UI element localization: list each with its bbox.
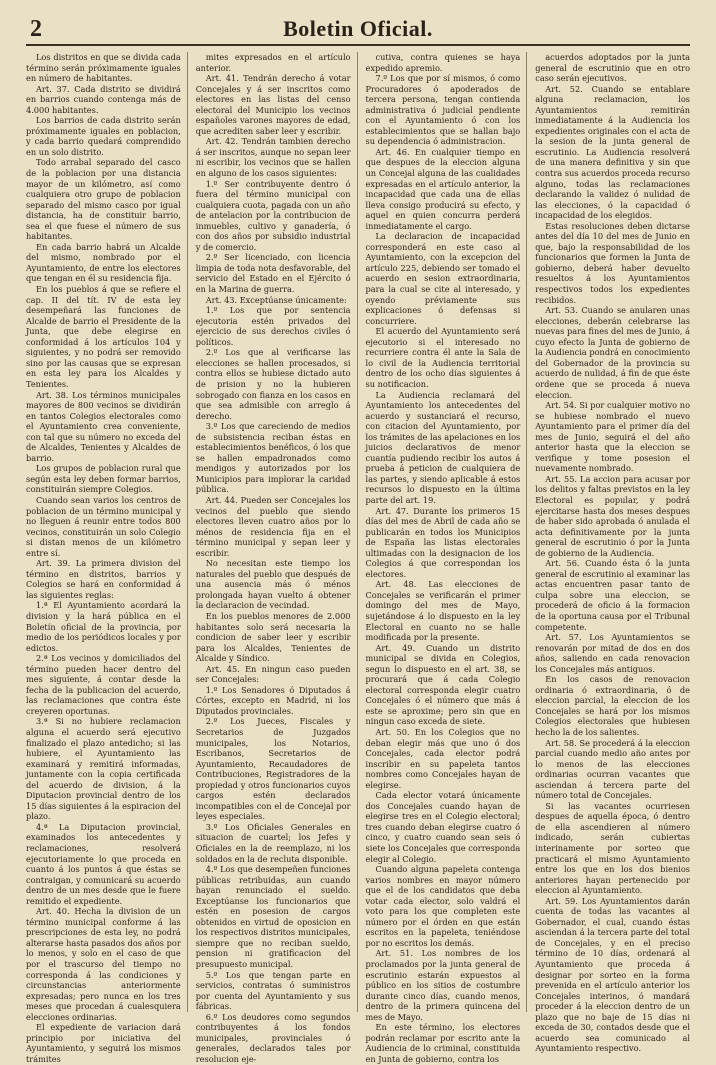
paragraph: Art. 37. Cada distrito se dividirá en barrios cuando contenga más de 4.000 habitantes. [26,83,181,115]
paragraph: Los distritos en que se divida cada término serán próximamente iguales en número de habitantes. [26,52,181,84]
paragraph: Art. 38. Los términos municipales mayores de 800 vecinos se dividirán en tantos Colegios electorales como el Ayuntamiento crea conveniente, con tal que su número no exceda del de Alcaldes, Tenientes y Alcaldes de barrio. [26,389,181,463]
paragraph: Los barrios de cada distrito serán próximamente iguales en poblacion, y cada barrio quedará comprendido en un solo distrito. [26,115,181,157]
paragraph: La declaracion de incapacidad corresponderá en este caso al Ayuntamiento, con la excepcion del artículo 225, debiendo ser tomado el acuerdo en sesion extraordinaria, para la cual se cite al interesado, y oyendo préviamente sus explicaciones ó defensas si concurriere. [365,231,521,326]
paragraph: Art. 53. Cuando se anularen unas elecciones, deberán celebrarse las nuevas para fines del mes de Junio, á cuyo efecto la Junta de gobierno de la Audiencia pondrá en conocimiento del Gobernador de la provincia su acuerdo de nulidad, á fin de que éste ordene que se proceda á nueva eleccion. [535,305,690,400]
paragraph: Los grupos de poblacion rural que según esta ley deben formar barrios, constituirán siempre Colegios. [26,463,181,495]
paragraph: 5.º Los que tengan parte en servicios, contratas ó suministros por cuenta del Ayuntamiento y sus fábricas. [195,969,351,1012]
text-columns [26,52,690,1064]
paragraph: Art. 39. La primera division del término en distritos, barrios y Colegios se hará en conformidad á las siguientes reglas: [26,558,181,600]
column-1 [26,52,188,1064]
paragraph: Art. 55. La accion para acusar por los delitos y faltas previstos en la ley Electoral es popular, y podrá ejercitarse hasta dos meses despues de haber sido aprobada ó anulada el acta definitivamente por la junta general de escrutinio ó por la Junta de gobierno de la Audiencia. [535,473,690,558]
paragraph: Art. 41. Tendrán derecho á votar Concejales y á ser inscritos como electores en las listas del censo electoral del Municipio los vecinos españoles varones mayores de edad, que acrediten saber leer y escribir. [195,73,351,136]
paragraph: Art. 42. Tendrán tambien derecho á ser inscritos, aunque no sepan leer ni escribir, los vecinos que se hallen en alguno de los casos siguientes: [195,136,351,179]
paragraph: Art. 58. Se procederá á la eleccion parcial cuando medio año antes por lo menos de las elecciones ordinarias ocurran vacantes que asciendan á tercera parte del número total de Concejales. [535,737,690,801]
paragraph: En los casos de renovacion ordinaria ó extraordinaria, ó de eleccion parcial, la eleccion de los Concejales se hará por los mismos Colegios electorales que hubiesen hecho la de los salientes. [535,674,690,737]
paragraph: En este término, los electores podrán reclamar por escrito ante la Audiencia de lo criminal, constituida en Junta de gobierno, contra los [365,1022,521,1064]
paragraph: 4.º Los que desempeñen funciones públicas retribuidas, aun cuando hayan renunciado el sueldo. Exceptúanse los funcionarios que estén en posesion de cargos obtenidos en virtud de oposicion en los respectivos distritos municipales, siempre que no reciban sueldo, pension ni gratificacion del presupuesto municipal. [195,864,351,970]
paragraph: 1.º Los Senadores ó Diputados á Córtes, excepto en Madrid, ni los Diputados provinciales. [195,684,351,716]
paragraph: Art. 48. Las elecciones de Concejales se verificarán el primer domingo del mes de Mayo, sujetándose á lo dispuesto en la ley Electoral en cuanto no se halle modificada por la presente. [365,579,521,643]
paragraph: 1.ª El Ayuntamiento acordará la division y la hará pública en el Boletín oficial de la provincia, por medio de los periódicos locales y por edictos. [26,600,181,653]
paragraph: acuerdos adoptados por la junta general de escrutinio que en otro caso serán ejecutivos. [535,52,690,84]
paragraph: mites expresados en el artículo anterior. [195,52,351,73]
column-3 [365,52,528,1064]
paragraph: Art. 40. Hecha la division de un término municipal conforme á las prescripciones de esta ley, no podrá alterarse hasta pasados dos años por lo menos, y solo en el caso de que por el trascurso del tiempo no corresponda á las condiciones y circunstancias anteriormente expresadas; pero nunca en los tres meses que procedan á cualesquiera elecciones ordinarias. [26,906,181,1022]
paragraph: 3.º Los que careciendo de medios de subsistencia reciban éstas en establecimientos benéficos, ó los que se hallen empadronados como mendigos y autorizados por los Municipios para implorar la caridad pública. [195,421,351,495]
paragraph: En cada barrio habrá un Alcalde del mismo, nombrado por el Ayuntamiento, de entre los electores que tengan en él su residencia fija. [26,241,181,284]
paragraph: Art. 45. En ningun caso pueden ser Concejales: [195,663,351,685]
paragraph: Art. 59. Los Ayuntamientos darán cuenta de todas las vacantes al Gobernador, el cual, cuando éstas asciendan á la tercera parte del total de Concejales, y en el preciso término de 10 días, ordenará al Ayuntamiento que proceda á designar por sorteo en la forma prevenida en el artículo anterior los Concejales interinos, ó mandará proceder á la eleccion dentro de un plazo que no baje de 15 días ni exceda de 30, contados desde que el acuerdo sea comunicado al Ayuntamiento respectivo. [535,895,690,1054]
paragraph: 2.ª Los vecinos y domiciliados del término pueden hacer dentro del mes siguiente, á contar desde la fecha de la publicacion del acuerdo, las reclamaciones que contra éste creyeren oportunas. [26,653,181,716]
paragraph: 2.º Los Jueces, Fiscales y Secretarios de Juzgados municipales, los Notarios, Escribanos, Secretarios de Ayuntamiento, Recaudadores de Contribuciones, Registradores de la propiedad y otros funcionarios cuyos cargos estén declarados incompatibles con el de Concejal por leyes especiales. [195,716,351,822]
paragraph: Cuando alguna papeleta contenga varios nombres en mayor número que el de los candidatos que deba votar cada elector, solo valdrá el voto para los que completen este número por el órden en que están escritos en la papeleta, teniéndose por no escritos los demás. [365,864,521,948]
paragraph: Art. 50. En los Colegios que no deban elegir más que uno ó dos Concejales, cada elector podrá inscribir en su papeleta tantos nombres como Concejales hayan de elegirse. [365,727,521,790]
column-4 [535,52,690,1054]
paragraph: Todo arrabal separado del casco de la poblacion por una distancia mayor de un kilómetro, así como cualquiera otro grupo de poblacion separado del mismo casco por igual distancia, ha de constituir barrio, sea el que fuese el número de sus habitantes. [26,157,181,242]
publication-title: Boletin Oficial. [283,16,433,41]
paragraph: 3.ª Si no hubiere reclamacion alguna el acuerdo será ejecutivo finalizado el plazo antedicho; si las hubiere, el Ayuntamiento las examinará y remitirá informadas, juntamente con la copia certificada del acuerdo de division, á la Diputacion provincial dentro de los 15 días siguientes á la espiracion del plazo. [26,716,181,822]
paragraph: La Audiencia reclamará del Ayuntamiento los antecedentes del acuerdo y sustanciará el recurso, con citacion del Ayuntamiento, por los trámites de las apelaciones en los juicios declarativos de menor cuantía pudiendo recibir los autos á prueba á peticion de cualquiera de las partes, y siendo aplicable á estos recursos lo dispuesto en la última parte del art. 19. [365,389,521,505]
paragraph: Si las vacantes ocurriesen despues de aquella época, ó dentro de ella ascendieren al número indicado, serán cubiertas interinamente por sorteo que practicará el mismo Ayuntamiento entre los que en los dos bienios anteriores hayan pertenecido por eleccion al Ayuntamiento. [535,800,690,896]
paragraph: Art. 51. Los nombres de los proclamados por la junta general de escrutinio estarán expuestos al público en los sitios de costumbre durante cinco días, cuando menos, dentro de la primera quincena del mes de Mayo. [365,948,521,1022]
paragraph: Art. 57. Los Ayuntamientos se renovarán por mitad de dos en dos años, saliendo en cada renovacion los Concejales más antiguos. [535,632,690,674]
paragraph: 2.º Los que al verificarse las elecciones se hallen procesados, si contra ellos se hubiese dictado auto de prision y no la hubieren sobrogado con fianza en los casos en que sea admisible con arreglo á derecho. [195,347,351,421]
paragraph: En los pueblos menores de 2.000 habitantes solo será necesaria la condicion de saber leer y escribir para los Alcaldes, Tenientes de Alcalde y Síndico. [195,610,351,664]
column-2 [195,52,358,1064]
paragraph: Cada elector votará únicamente dos Concejales cuando hayan de elegirse tres en el Colegio electoral; tres cuando deban elegirse cuatro ó cinco, y cuatro cuando sean seis ó siete los Concejales que corresponda elegir al Colegio. [365,790,521,864]
paragraph: 1.º Los que por sentencia ejecutoria estén privados del ejercicio de sus derechos civiles ó políticos. [195,305,351,347]
paragraph: El acuerdo del Ayuntamiento será ejecutorio si el interesado no recurriere contra él ante la Sala de lo civil de la Audiencia territorial dentro de los ocho días siguientes á su notificacion. [365,326,521,389]
paragraph: cutiva, contra quienes se haya expedido apremio. [365,52,521,73]
paragraph: Art. 44. Pueden ser Concejales los vecinos del pueblo que siendo electores lleven cuatro años por lo ménos de residencia fija en el término municipal y sepan leer y escribir. [195,494,351,558]
page-header [26,14,690,46]
paragraph: Art. 49. Cuando un distrito municipal se divida en Colegios, segun lo dispuesto en el art. 38, se procurará que á cada Colegio electoral corresponda elegir cuatro Concejales ó el número que más á este se aproxime; pero sin que en ningun caso exceda de siete. [365,642,521,727]
paragraph: Cuando sean varios los centros de poblacion de un término municipal y no lleguen á reunir entre todos 800 vecinos, constituirán un solo Colegio si distan menos de un kilómetro entre sí. [26,494,181,558]
paragraph: El expediente de variacion dará principio por iniciativa del Ayuntamiento, y seguirá los mismos trámites [26,1022,181,1064]
paragraph: Art. 43. Exceptúanse únicamente: [205,294,347,305]
paragraph: Estas resoluciones deben dictarse antes del día 10 del mes de Junio en que, bajo la responsabilidad de los funcionarios que formen la Junta de gobierno, deberá haber devuelto resueltos á los Ayuntamientos respectivos todos los expedientes recibidos. [535,220,690,305]
paragraph: No necesitan este tiempo los naturales del pueblo que después de una ausencia más ó ménos prolongada hayan vuelto á obtener la declaracion de vecindad. [195,558,351,611]
paragraph: Art. 47. Durante los primeros 15 días del mes de Abril de cada año se publicarán en todos los Municipios de España las listas electorales ultimadas con la designacion de los Colegios á que correspondan los electores. [365,505,521,579]
paragraph: Art. 46. En cualquier tiempo en que despues de la eleccion alguna un Concejal alguna de las cualidades expresadas en el artículo anterior, la incapacidad que cada una de ellas lleva consigo producirá su efecto, y aquel en quien concurra perderá inmediatamente el cargo. [365,146,521,231]
paragraph: 6.º Los deudores como segundos contribuyentes á los fondos municipales, provinciales ó generales, declarados tales por resolucion eje- [195,1011,351,1064]
page-number: 2 [30,16,42,42]
paragraph: Art. 54. Si por cualquier motivo no se hubiese nombrado el nuevo Ayuntamiento para el primer día del mes de Junio, seguirá el del año anterior hasta que la eleccion se verifique y tome posesion el nuevamente nombrado. [535,400,690,474]
paragraph: 3.º Los Oficiales Generales en situacion de cuartel; los Jefes y Oficiales en la de reemplazo, ni los soldados en la de recluta disponible. [195,821,351,864]
paragraph: Art. 52. Cuando se entablare alguna reclamacion, los Ayuntamientos remitirán inmediatamente á la Audiencia los expedientes originales con el acta de la sesion de la junta general de escrutinio. La Audiencia resolverá de una manera definitiva y sin que contra sus acuerdos proceda recurso alguno, todas las reclamaciones declarando la validez ó nulidad de las elecciones, ó la capacidad ó incapacidad de los elegidos. [535,83,690,221]
paragraph: 1.º Ser contribuyente dentro ó fuera del término municipal con cualquiera cuota, pagada con un año de antelacion por la contribucion de inmuebles, cultivo y ganadería, ó con dos años por subsidio industrial y de comercio. [195,178,351,252]
paragraph: 7.º Los que por sí mismos, ó como Procuradores ó apoderados de tercera persona, tengan contienda administrativa ó judicial pendiente con el Ayuntamiento ó con los establecimientos que se hallan bajo su dependencia ó administracion. [365,73,521,147]
paragraph: 4.ª La Diputacion provincial, examinados los antecedentes y reclamaciones, resolverá ejecutoriamente lo que proceda en cuanto á los puntos á que éstas se contraigan, y comunicará su acuerdo dentro de un mes desde que le fuere remitido el expediente. [26,821,181,906]
paragraph: Art. 56. Cuando ésta ó la junta general de escrutinio al examinar las actas encuentren pasar tanto de culpa sobre una eleccion, se procederá de oficio á la formacion de la oportuna causa por el Tribunal competente. [535,558,690,632]
paragraph: 2.º Ser licenciado, con licencia limpia de toda nota desfavorable, del servicio del Estado en el Ejército ó en la Marina de guerra. [195,252,351,295]
paragraph: En los pueblos á que se refiere el cap. II del tít. IV de esta ley desempeñará las funciones de Alcalde de barrio el Presidente de la Junta, que debe elegirse en conformidad á los artículos 104 y siguientes, y no podrá ser removido sino por las causas que se expresan en esta ley para los Alcaldes y Tenientes. [26,284,181,389]
